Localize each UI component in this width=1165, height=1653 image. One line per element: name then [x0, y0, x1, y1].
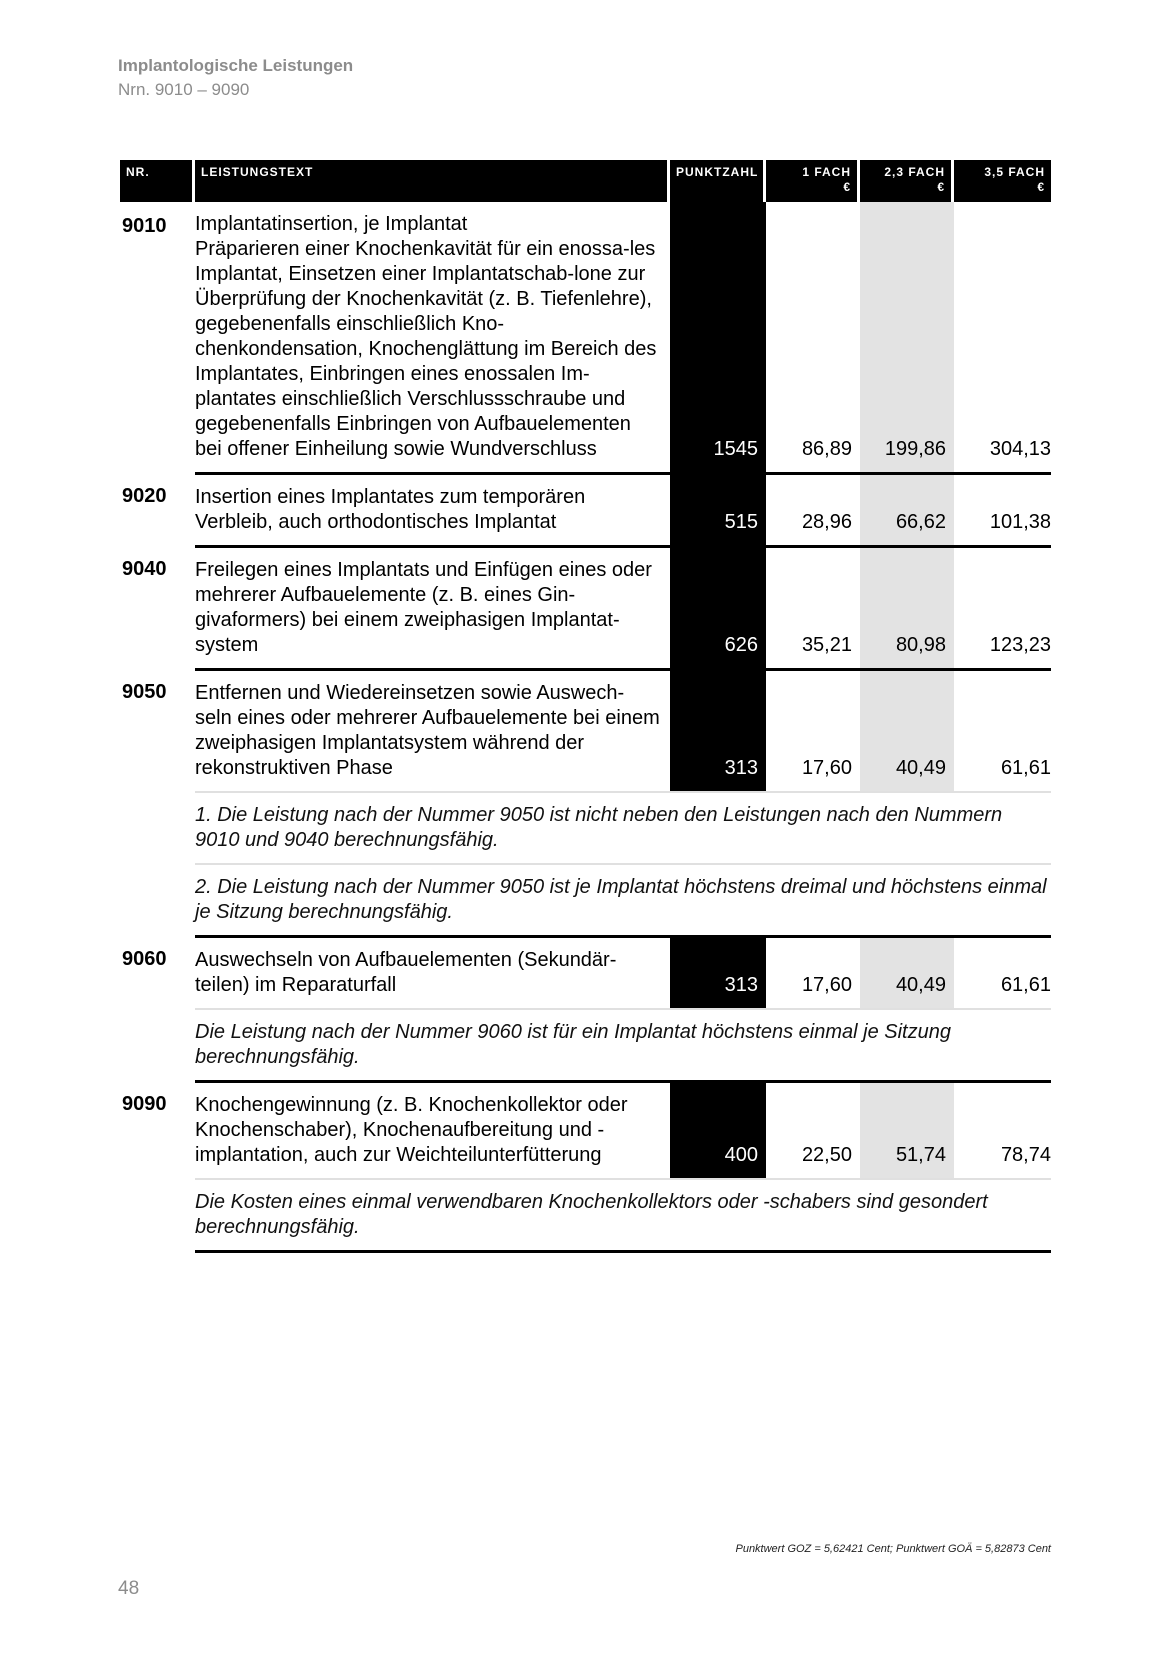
row-3-5-fach: 61,61 [954, 935, 1051, 1008]
row-1-fach: 22,50 [766, 1080, 860, 1178]
row-note: 2. Die Leistung nach der Nummer 9050 ist je Implantat höchstens dreimal und höchstens einmal je Sitzung berechnungsfähig. [195, 863, 1051, 935]
table-row [120, 202, 1051, 472]
header-3-5-fach-label: 3,5 FACH [984, 165, 1045, 179]
header-nr: NR. [120, 160, 195, 202]
row-nr: 9060 [122, 948, 167, 970]
row-nr: 9020 [122, 485, 167, 507]
section-title: Implantologische Leistungen [118, 56, 354, 75]
row-3-5-fach: 78,74 [954, 1080, 1051, 1178]
row-note: 1. Die Leistung nach der Nummer 9050 ist nicht neben den Leistungen nach den Nummern 9010 und 9040 berechnungsfähig. [195, 791, 1051, 863]
row-nr: 9010 [122, 215, 167, 237]
header-currency: € [1037, 180, 1045, 194]
row-1-fach: 35,21 [766, 545, 860, 668]
row-note: Die Leistung nach der Nummer 9060 ist für ein Implantat höchstens einmal je Sitzung berechnungsfähig. [195, 1008, 1051, 1080]
row-punktzahl: 400 [670, 1080, 766, 1178]
punktwert-footnote: Punktwert GOZ = 5,62421 Cent; Punktwert GOÄ = 5,82873 Cent [735, 1543, 1051, 1555]
row-2-3-fach: 51,74 [860, 1080, 954, 1178]
row-punktzahl: 626 [670, 545, 766, 668]
row-2-3-fach: 40,49 [860, 668, 954, 791]
header-2-3-fach-label: 2,3 FACH [884, 165, 945, 179]
section-subtitle: Nrn. 9010 – 9090 [118, 80, 250, 99]
row-3-5-fach: 123,23 [954, 545, 1051, 668]
fee-table [120, 160, 1051, 1253]
table-row [120, 472, 1051, 545]
row-1-fach: 86,89 [801, 438, 852, 460]
table-row [120, 935, 1051, 1008]
row-text: Freilegen eines Implantats und Einfügen eines oder mehrerer Aufbauelemente (z. B. eines Gin-givaformers) bei einem zweiphasigen Implantat-system [195, 545, 670, 668]
header-leistungstext: LEISTUNGSTEXT [195, 160, 670, 202]
row-3-5-fach: 61,61 [954, 668, 1051, 791]
running-head [118, 55, 353, 101]
row-3-5-fach: 304,13 [989, 438, 1051, 460]
table-row [120, 1080, 1051, 1178]
row-punktzahl: 515 [670, 472, 766, 545]
row-text: Auswechseln von Aufbauelementen (Sekundär-teilen) im Reparaturfall [195, 935, 670, 1008]
row-text: Insertion eines Implantates zum temporären Verbleib, auch orthodontisches Implantat [195, 472, 670, 545]
header-punktzahl: PUNKTZAHL [670, 160, 766, 202]
row-1-fach: 17,60 [766, 668, 860, 791]
table-end-rule [195, 1250, 1051, 1253]
row-2-3-fach: 40,49 [860, 935, 954, 1008]
row-text: Implantatinsertion, je Implantat Präparieren einer Knochenkavität für ein enossa-les Implantat, Einsetzen einer Implantatschab-lone zur Überprüfung der Knochenkavität (z. B. Tiefenlehre), gegebenenfalls einschließlich Kno-chenkondensation, Knochenglättung im Bereich des Implantates, Einbringen eines enossalen Im-plantates einschließlich Verschlussschraube und gegebenenfalls Einbringen von Aufbauelementen bei offener Einheilung sowie Wundverschluss [195, 213, 657, 460]
page-number: 48 [118, 1578, 140, 1599]
header-2-3-fach [860, 160, 954, 202]
row-punktzahl: 313 [670, 935, 766, 1008]
row-2-3-fach: 199,86 [860, 202, 954, 472]
row-note: Die Kosten eines einmal verwendbaren Knochenkollektors oder -schabers sind gesondert berechnungsfähig. [195, 1178, 1051, 1250]
row-1-fach: 17,60 [766, 935, 860, 1008]
header-currency: € [937, 180, 945, 194]
row-2-3-fach: 66,62 [860, 472, 954, 545]
row-punktzahl: 1545 [670, 202, 766, 472]
header-1-fach [766, 160, 860, 202]
row-text: Knochengewinnung (z. B. Knochenkollektor oder Knochenschaber), Knochenaufbereitung und -implantation, auch zur Weichteilunterfütterung [195, 1080, 670, 1178]
row-nr: 9050 [122, 681, 167, 703]
row-nr: 9090 [122, 1093, 167, 1115]
row-3-5-fach: 101,38 [954, 472, 1051, 545]
header-3-5-fach [954, 160, 1051, 202]
row-punktzahl: 313 [670, 668, 766, 791]
table-row [120, 545, 1051, 668]
header-1-fach-label: 1 FACH [802, 165, 851, 179]
header-currency: € [843, 180, 851, 194]
row-1-fach: 28,96 [766, 472, 860, 545]
row-2-3-fach: 80,98 [860, 545, 954, 668]
table-row [120, 668, 1051, 791]
table-header [120, 160, 1051, 202]
row-text: Entfernen und Wiedereinsetzen sowie Auswech-seln eines oder mehrerer Aufbauelemente bei einem zweiphasigen Implantatsystem während der rekonstruktiven Phase [195, 668, 670, 791]
row-nr: 9040 [122, 558, 167, 580]
